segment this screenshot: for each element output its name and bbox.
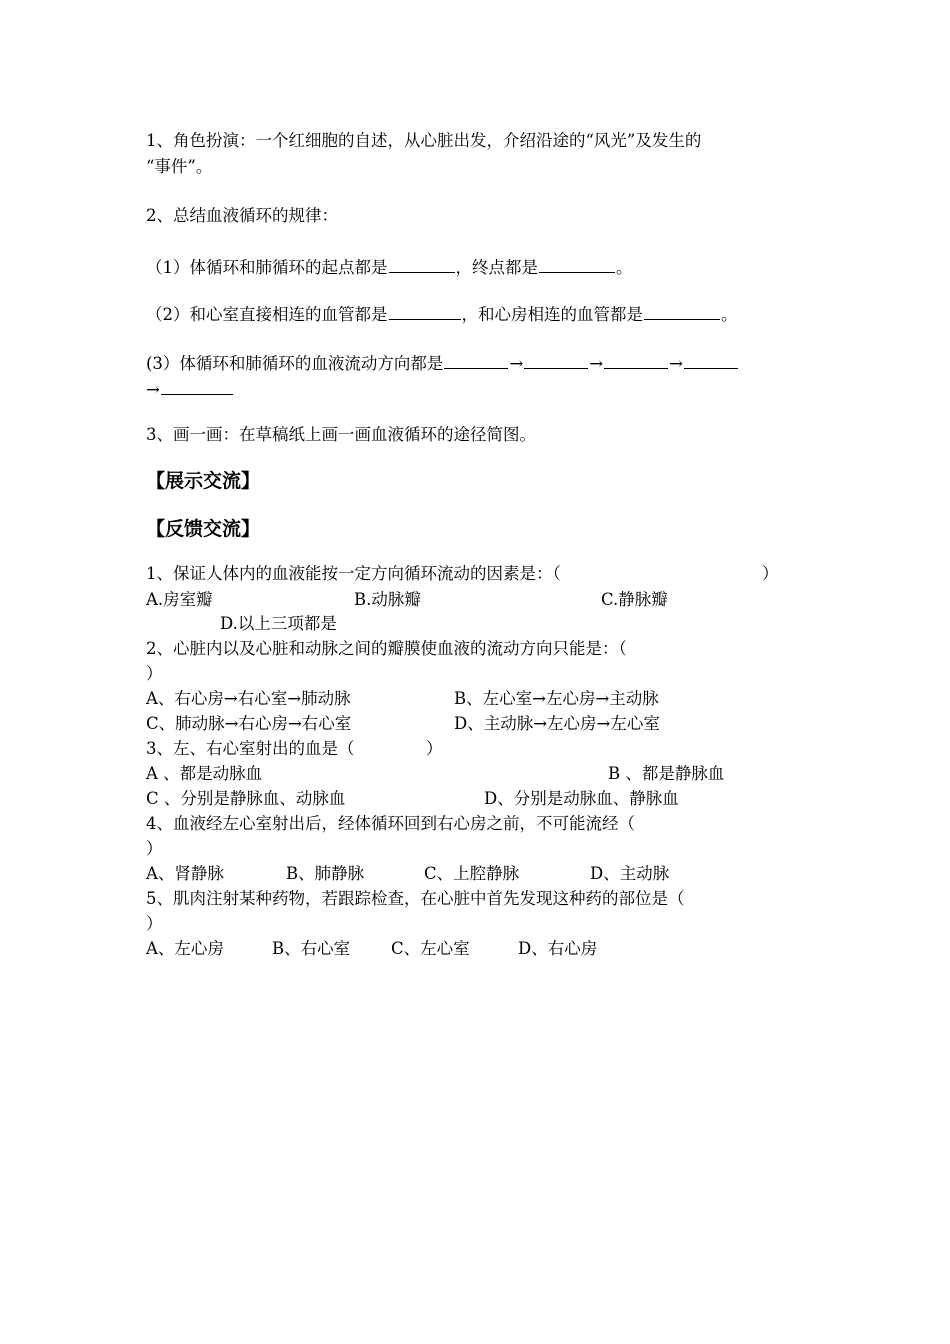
option-b[interactable]: B、左心室→左心房→主动脉 — [454, 689, 659, 708]
answer-blank[interactable] — [524, 352, 588, 369]
question-stem: 3、左、右心室射出的血是（ — [146, 739, 355, 758]
option-c[interactable]: C 、分别是静脉血、动脉血 — [146, 789, 346, 808]
fill-q1-end: 。 — [616, 258, 633, 277]
fill-q2-text-b: ，和心房相连的血管都是 — [461, 305, 643, 324]
option-b[interactable]: B 、都是静脉血 — [608, 764, 725, 783]
item2-title: 2、总结血液循环的规律： — [146, 206, 338, 225]
option-c[interactable]: C、肺动脉→右心房→右心室 — [146, 714, 352, 733]
option-b[interactable]: B.动脉瓣 — [354, 590, 421, 609]
option-d[interactable]: D.以上三项都是 — [220, 614, 337, 633]
answer-blank[interactable] — [389, 303, 461, 320]
item1-line2: “事件”。 — [146, 157, 213, 176]
mc-question-2: 2、心脏内以及心脏和动脉之间的瓣膜使血液的流动方向只能是：（ — [146, 639, 627, 658]
option-a[interactable]: A、右心房→右心室→肺动脉 — [146, 689, 351, 708]
option-b[interactable]: B、肺静脉 — [286, 864, 365, 883]
option-a[interactable]: A.房室瓣 — [146, 590, 213, 609]
option-c[interactable]: C、上腔静脉 — [424, 864, 520, 883]
option-c[interactable]: C、左心室 — [391, 939, 470, 958]
option-d[interactable]: D、主动脉→左心房→左心室 — [454, 714, 660, 733]
fill-q1-text-a: （1）体循环和肺循环的起点都是 — [146, 258, 388, 277]
fill-question-1 — [146, 256, 633, 278]
arrow: → — [509, 354, 524, 373]
answer-blank[interactable] — [604, 352, 668, 369]
fill-question-3-cont — [146, 378, 234, 400]
answer-bracket-close: ） — [146, 839, 163, 858]
answer-blank[interactable] — [161, 378, 233, 395]
answer-bracket-close: ） — [146, 664, 163, 683]
fill-question-3 — [146, 352, 739, 374]
option-a[interactable]: A 、都是动脉血 — [146, 764, 263, 783]
option-a[interactable]: A、左心房 — [146, 939, 224, 958]
answer-blank[interactable] — [389, 256, 455, 273]
fill-q2-end: 。 — [721, 305, 738, 324]
answer-blank[interactable] — [684, 352, 738, 369]
mc-question-3 — [146, 739, 443, 759]
item1-line1: 1、角色扮演：一个红细胞的自述，从心脏出发，介绍沿途的“风光”及发生的 — [146, 131, 702, 150]
answer-bracket-close: ） — [426, 739, 443, 758]
arrow: → — [589, 354, 604, 373]
fill-q2-text-a: （2）和心室直接相连的血管都是 — [146, 305, 388, 324]
section-heading-feedback: 【反馈交流】 — [146, 518, 261, 540]
option-a[interactable]: A、肾静脉 — [146, 864, 224, 883]
answer-blank[interactable] — [539, 256, 615, 273]
arrow: → — [669, 354, 683, 373]
option-d[interactable]: D、主动脉 — [590, 864, 670, 883]
mc-question-1 — [146, 564, 779, 584]
answer-blank[interactable] — [644, 303, 720, 320]
answer-bracket-close: ） — [146, 914, 163, 933]
option-d[interactable]: D、分别是动脉血、静脉血 — [484, 789, 679, 808]
option-b[interactable]: B、右心室 — [272, 939, 351, 958]
fill-q3-text: (3）体循环和肺循环的血液流动方向都是 — [146, 354, 444, 373]
option-c[interactable]: C.静脉瓣 — [601, 590, 668, 609]
question-stem: 1、保证人体内的血液能按一定方向循环流动的因素是：（ — [146, 564, 561, 583]
item3: 3、画一画：在草稿纸上画一画血液循环的途径简图。 — [146, 425, 536, 444]
arrow: → — [146, 380, 160, 399]
option-d[interactable]: D、右心房 — [518, 939, 598, 958]
section-heading-display: 【展示交流】 — [146, 470, 261, 492]
answer-blank[interactable] — [444, 352, 508, 369]
fill-q1-text-b: ，终点都是 — [455, 258, 538, 277]
mc-question-4: 4、血液经左心室射出后，经体循环回到右心房之前，不可能流经（ — [146, 814, 635, 833]
fill-question-2 — [146, 303, 738, 325]
mc-question-5: 5、肌肉注射某种药物，若跟踪检查，在心脏中首先发现这种药的部位是（ — [146, 889, 685, 908]
answer-bracket-close: ） — [762, 564, 779, 583]
